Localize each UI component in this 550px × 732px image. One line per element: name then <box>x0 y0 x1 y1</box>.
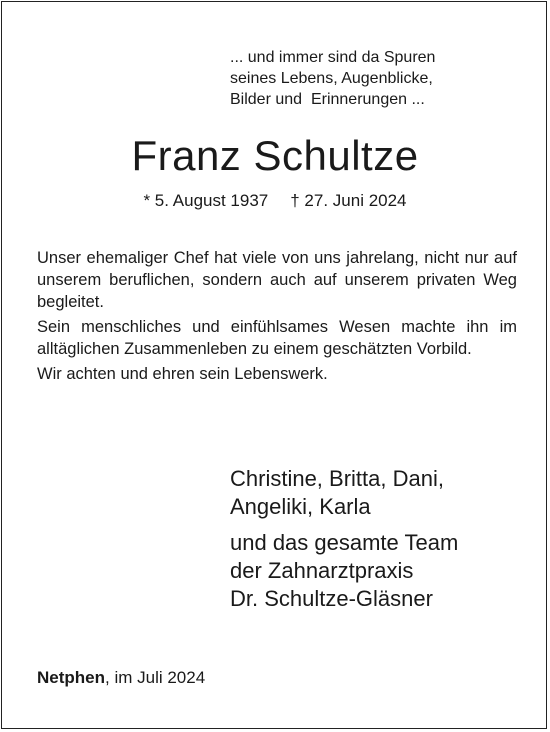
signature-line: Angeliki, Karla <box>230 494 371 519</box>
quote-line: seines Lebens, Augenblicke, <box>230 70 433 87</box>
signature-line: der Zahnarztpraxis <box>230 558 414 583</box>
place-and-date: Netphen, im Juli 2024 <box>37 668 206 687</box>
text-paragraph: Wir achten und ehren sein Lebenswerk. <box>37 365 328 383</box>
epigraph-quote <box>230 47 530 110</box>
signature-line: Dr. Schultze-Gläsner <box>230 586 433 611</box>
signature-line: Christine, Britta, Dani, <box>230 466 444 491</box>
place-city: Netphen <box>37 668 105 687</box>
signature-line: und das gesamte Team <box>230 530 459 555</box>
signature-names <box>230 465 530 521</box>
signature-team <box>230 529 530 613</box>
death-date: † 27. Juni 2024 <box>290 191 407 210</box>
notice-date: im Juli 2024 <box>114 668 206 687</box>
memorial-text <box>37 247 517 388</box>
quote-line: Bilder und Erinnerungen ... <box>230 91 425 108</box>
text-paragraph: Unser ehemaliger Chef hat viele von uns jahrelang, nicht nur auf unserem beruflichen, sondern auch auf unserem privaten Weg begleitet. <box>37 249 517 311</box>
text-paragraph: Sein menschliches und einfühlsames Wesen machte ihn im alltäglichen Zusammenleben zu einem geschätzten Vorbild. <box>37 318 517 358</box>
life-dates <box>0 190 550 212</box>
deceased-name: Franz Schultze <box>131 132 419 179</box>
signature-block <box>230 465 530 621</box>
quote-line: ... und immer sind da Spuren <box>230 49 436 66</box>
birth-date: * 5. August 1937 <box>143 191 269 210</box>
